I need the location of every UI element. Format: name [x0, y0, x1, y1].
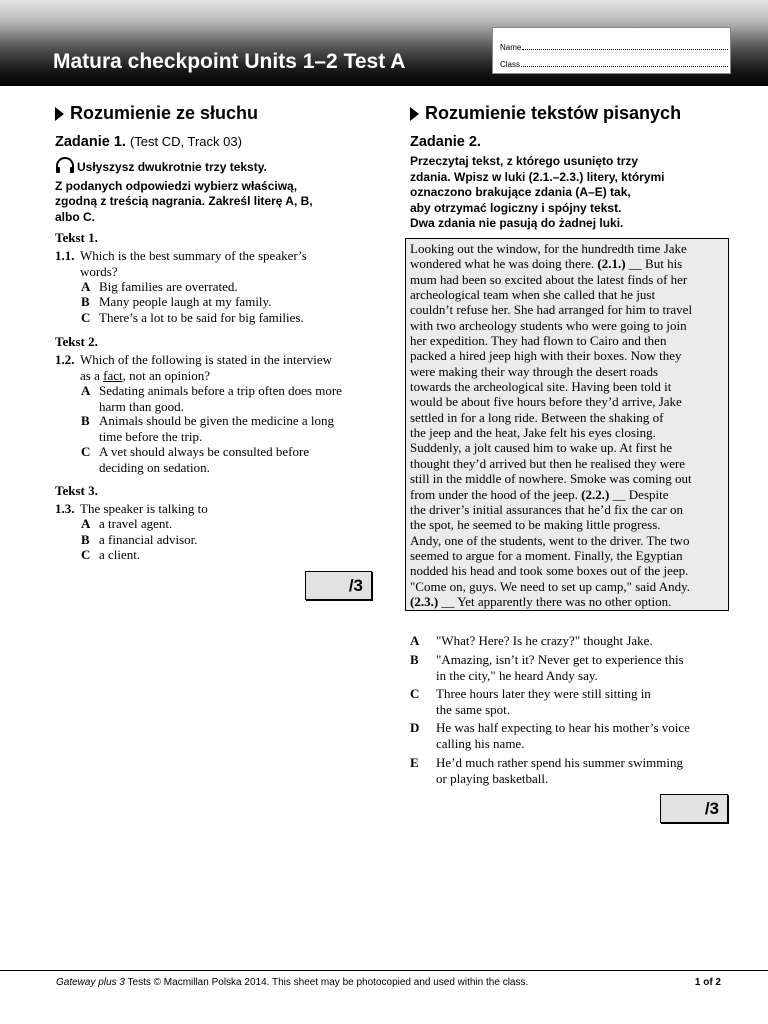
option-1-3-a[interactable]: A a travel agent.: [81, 516, 173, 531]
name-class-box: [492, 27, 731, 74]
page-title: Matura checkpoint Units 1–2 Test A: [53, 50, 406, 73]
page-number: 1 of 2: [694, 977, 721, 988]
question-1-2: 1.2. Which of the following is stated in the interview as a fact, not an opinion?: [55, 352, 332, 383]
answer-option-c[interactable]: C Three hours later they were still sitting in the same spot.: [410, 686, 651, 717]
reading-instructions: Przeczytaj tekst, z którego usunięto trzy zdania. Wpisz w luki (2.1.–2.3.) litery, którymi oznaczono brakujące zdania (A–E) tak, aby otrzymać logiczny i spójny tekst. Dwa zdania nie pasują do żadnej luki.: [410, 154, 665, 230]
option-1-1-a[interactable]: A Big families are overrated.: [81, 279, 238, 294]
page-header: [0, 0, 768, 86]
listening-score-box[interactable]: /3: [305, 571, 372, 600]
text-3-title: Tekst 3.: [55, 483, 98, 498]
gap-2-3[interactable]: (2.3.): [410, 593, 439, 609]
answer-option-e[interactable]: E He’d much rather spend his summer swimming or playing basketball.: [410, 755, 683, 786]
option-1-2-a[interactable]: A Sedating animals before a trip often does more harm than good.: [81, 383, 342, 414]
task-note: (Test CD, Track 03): [129, 134, 242, 149]
name-field[interactable]: [500, 42, 728, 52]
text-2-title: Tekst 2.: [55, 334, 98, 349]
footer-divider: [0, 970, 768, 971]
answer-option-d[interactable]: D He was half expecting to hear his mother’s voice calling his name.: [410, 720, 690, 751]
option-1-1-b[interactable]: B Many people laugh at my family.: [81, 294, 272, 309]
name-label: Name: [500, 43, 522, 52]
reading-score-box[interactable]: /3: [660, 794, 728, 823]
option-1-1-c[interactable]: C There’s a lot to be said for big families.: [81, 310, 304, 325]
triangle-right-icon: [410, 107, 419, 121]
listening-section-title: Rozumienie ze słuchu: [55, 103, 258, 124]
footer-copyright: Gateway plus 3 Tests © Macmillan Polska 2014. This sheet may be photocopied and used within the class.: [56, 977, 529, 988]
listening-instructions: Usłyszysz dwukrotnie trzy teksty. Z podanych odpowiedzi wybierz właściwą, zgodną z treścią nagrania. Zakreśl literę A, B, albo C.: [55, 157, 313, 225]
triangle-right-icon: [55, 107, 64, 121]
answer-option-a[interactable]: A "What? Here? Is he crazy?" thought Jake.: [410, 633, 653, 648]
option-1-3-c[interactable]: C a client.: [81, 547, 141, 562]
question-1-1: 1.1. Which is the best summary of the speaker’s words?: [55, 248, 307, 279]
reading-passage: Looking out the window, for the hundredth time Jake wondered what he was doing there. (2.1.) __ But his mum had been so excited about the latest finds of her archeological team when she called that he just couldn’t refuse her. She had arranged for him to travel with two archeology students who were going to join her expedition. They had flown to Cairo and then packed a hired jeep high with their boxes. Now they were making their way through the desert roads towards the archeological site. Having been told it would be about five hours before they’d arrive, Jake settled in for a long ride. Between the shaking of the jeep and the heat, Jake felt his eyes closing. Suddenly, a jolt caused him to wake up. At first he thought they’d arrived but then he realised they were still in the middle of nowhere. Smoke was coming out from under the hood of the jeep. (2.2.) __ Despite the driver’s initial assurances that he’d fix the car on the spot, he seemed to be making little progress. Andy, one of the students, went to the driver. The two seemed to argue for a moment. Finally, the Egyptian nodded his head and took some boxes out of the jeep. "Come on, guys. We need to set up camp," said Andy. (2.3.) __ Yet apparently there was no other option.: [405, 238, 729, 611]
answer-option-b[interactable]: B "Amazing, isn’t it? Never get to experience this in the city," he heard Andy say.: [410, 652, 684, 683]
gap-2-2[interactable]: (2.2.): [581, 486, 610, 502]
text-1-title: Tekst 1.: [55, 230, 98, 245]
class-field[interactable]: [500, 59, 728, 69]
headphones-icon: [55, 157, 75, 179]
reading-section-title: Rozumienie tekstów pisanych: [410, 103, 681, 124]
question-1-3: 1.3. The speaker is talking to: [55, 501, 208, 516]
gap-2-1[interactable]: (2.1.): [597, 256, 626, 272]
class-label: Class: [500, 60, 521, 69]
option-1-2-c[interactable]: C A vet should always be consulted before deciding on sedation.: [81, 444, 310, 475]
task-label: Zadanie 1.: [55, 134, 126, 150]
reading-task-heading: Zadanie 2.: [410, 134, 481, 150]
option-1-3-b[interactable]: B a financial advisor.: [81, 532, 198, 547]
option-1-2-b[interactable]: B Animals should be given the medicine a long time before the trip.: [81, 413, 335, 444]
listening-task-heading: [55, 134, 242, 150]
